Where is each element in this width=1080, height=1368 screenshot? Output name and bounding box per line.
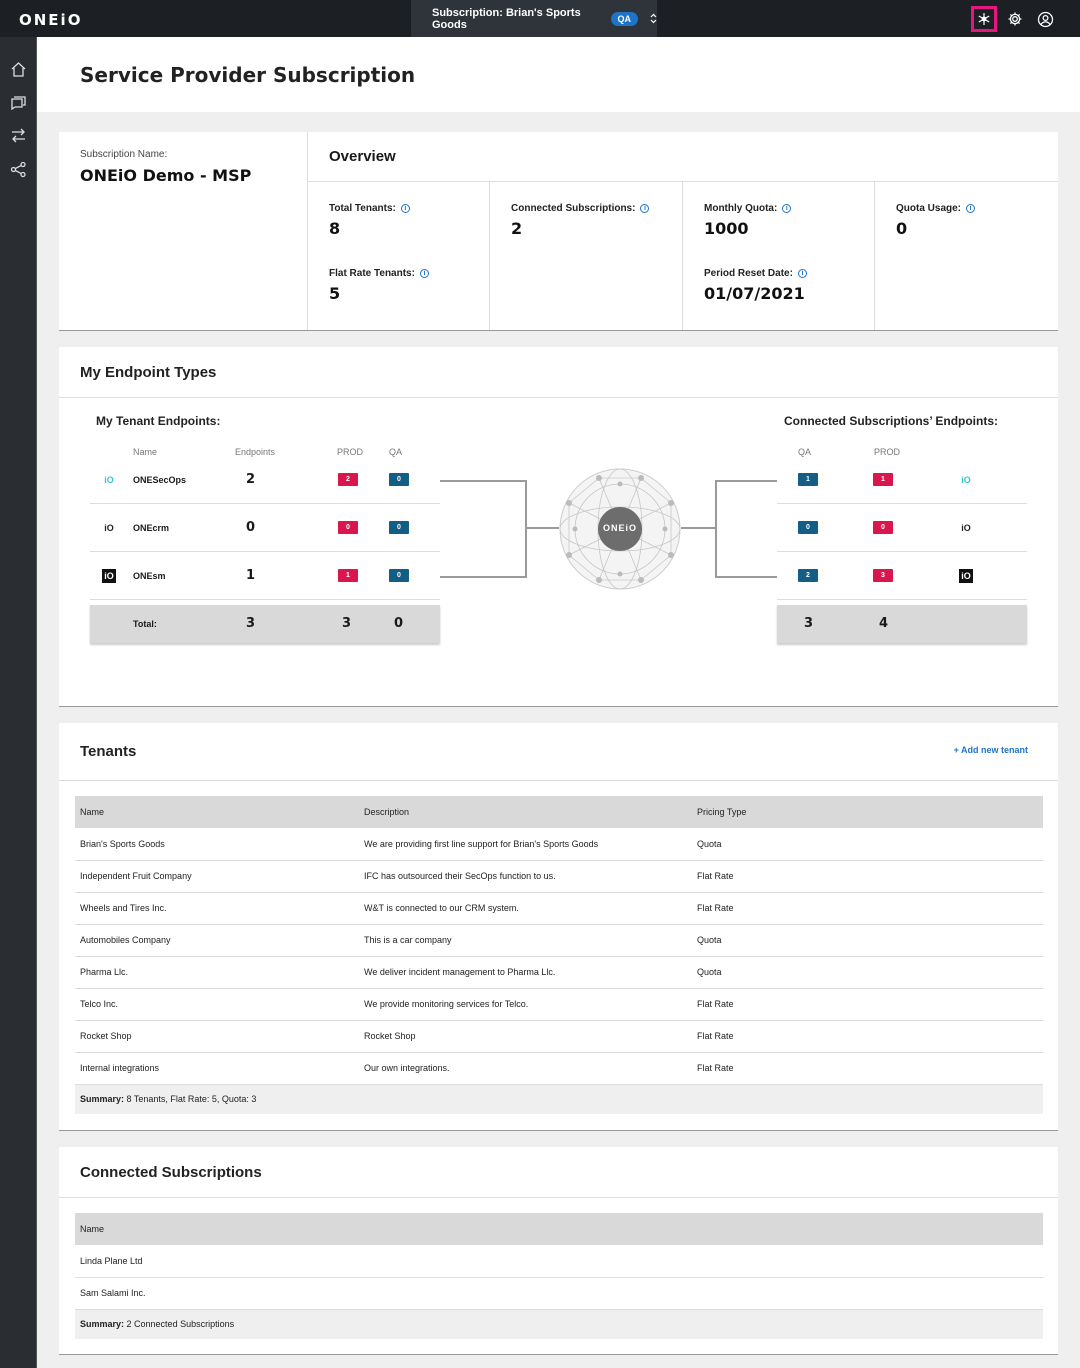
table-row[interactable] — [75, 1277, 1043, 1309]
connector-line — [440, 576, 526, 578]
qa-badge: 0 — [798, 521, 818, 534]
connected-total-qa: 3 — [804, 616, 814, 631]
tenants-stat-col — [308, 182, 490, 330]
tenant-pricing: Quota — [692, 924, 1043, 956]
env-badge: QA — [611, 12, 639, 26]
col-conn-qa: QA — [798, 447, 812, 457]
endpoint-count: 1 — [246, 568, 256, 583]
tenant-description: We provide monitoring services for Telco. — [359, 988, 692, 1020]
connector-line — [681, 527, 715, 529]
tenant-description: Our own integrations. — [359, 1052, 692, 1084]
info-icon[interactable]: i — [966, 204, 975, 213]
onecrm-logo-icon: iO — [961, 523, 971, 533]
col-endpoints: Endpoints — [235, 447, 276, 457]
qa-badge: 0 — [389, 521, 409, 534]
tenant-name[interactable]: Wheels and Tires Inc. — [75, 892, 359, 924]
quota-usage-label: Quota Usage: — [896, 203, 962, 214]
table-row[interactable] — [75, 1020, 1043, 1052]
endpoint-row[interactable] — [90, 552, 440, 600]
share-nodes-icon[interactable] — [10, 161, 27, 178]
tenant-description: We deliver incident management to Pharma Llc. — [359, 956, 692, 988]
qa-badge: 1 — [798, 473, 818, 486]
connected-subscriptions-card — [59, 1147, 1058, 1355]
tenant-name[interactable]: Independent Fruit Company — [75, 860, 359, 892]
tenant-pricing: Flat Rate — [692, 1020, 1043, 1052]
summary-cell — [75, 1084, 1043, 1114]
onesecops-logo-icon: iO — [961, 475, 971, 485]
col-conn-prod: PROD — [874, 447, 901, 457]
prod-badge: 3 — [873, 569, 893, 582]
overview-card — [59, 132, 1058, 331]
total-label: Total: — [133, 619, 157, 629]
tenant-pricing: Flat Rate — [692, 988, 1043, 1020]
prod-badge: 2 — [338, 473, 358, 486]
endpoint-types-heading: My Endpoint Types — [80, 364, 217, 381]
quota-usage-stat-col — [875, 182, 1058, 330]
transfer-icon[interactable] — [10, 127, 27, 144]
oneio-logo[interactable]: ONEiO — [19, 11, 83, 29]
onesm-logo-icon: iO — [102, 569, 116, 583]
connected-endpoints-label: Connected Subscriptions’ Endpoints: — [784, 414, 999, 428]
summary-text: 2 Connected Subscriptions — [126, 1319, 235, 1330]
page-header — [37, 37, 1080, 112]
table-row[interactable] — [75, 956, 1043, 988]
col-pricing-type[interactable]: Pricing Type — [692, 796, 1043, 828]
connector-line — [525, 480, 527, 578]
connected-table — [75, 1213, 1043, 1339]
info-icon[interactable]: i — [401, 204, 410, 213]
sidebar — [0, 37, 37, 1368]
table-row[interactable] — [75, 1245, 1043, 1277]
table-row[interactable] — [75, 828, 1043, 860]
col-name[interactable]: Name — [75, 796, 359, 828]
messages-icon[interactable] — [10, 94, 27, 111]
tenant-name[interactable]: Rocket Shop — [75, 1020, 359, 1052]
table-header-row — [75, 796, 1043, 828]
total-endpoints: 3 — [246, 616, 256, 631]
qa-badge: 0 — [389, 569, 409, 582]
oneio-hub-globe — [559, 468, 681, 590]
home-icon[interactable] — [10, 61, 27, 78]
summary-text: 8 Tenants, Flat Rate: 5, Quota: 3 — [126, 1094, 257, 1105]
col-name[interactable]: Name — [75, 1213, 1043, 1245]
col-qa: QA — [389, 447, 403, 457]
connected-stat-col — [490, 182, 683, 330]
hub-label: ONEiO — [602, 523, 637, 533]
tenant-name[interactable]: Internal integrations — [75, 1052, 359, 1084]
endpoint-name: ONESecOps — [133, 475, 187, 485]
summary-row — [75, 1309, 1043, 1339]
total-qa: 0 — [394, 616, 404, 631]
col-description[interactable]: Description — [359, 796, 692, 828]
prod-badge: 0 — [873, 521, 893, 534]
table-row[interactable] — [75, 1052, 1043, 1084]
quota-stat-col — [683, 182, 875, 330]
total-tenants-value: 8 — [329, 219, 341, 238]
onesm-logo-icon: iO — [959, 569, 973, 583]
table-row[interactable] — [75, 860, 1043, 892]
endpoint-row[interactable] — [90, 456, 440, 504]
tenant-description: This is a car company — [359, 924, 692, 956]
info-icon[interactable]: i — [640, 204, 649, 213]
chevron-updown-icon — [650, 13, 657, 24]
add-new-tenant-link[interactable]: + Add new tenant — [953, 745, 1028, 755]
connected-endpoint-row[interactable] — [777, 552, 1027, 600]
snowflake-icon[interactable] — [971, 6, 997, 32]
overview-heading: Overview — [308, 132, 1058, 182]
connected-subscriptions-value: 2 — [511, 219, 523, 238]
summary-label: Summary: — [80, 1094, 125, 1105]
total-prod: 3 — [342, 616, 352, 631]
connected-total-prod: 4 — [879, 616, 889, 631]
endpoint-types-header — [59, 347, 1058, 398]
subscription-name-panel — [59, 132, 308, 330]
tenant-name[interactable]: Pharma Llc. — [75, 956, 359, 988]
col-prod: PROD — [337, 447, 364, 457]
tenant-name[interactable]: Automobiles Company — [75, 924, 359, 956]
info-icon[interactable]: i — [420, 269, 429, 278]
qa-badge: 0 — [389, 473, 409, 486]
tenant-description: IFC has outsourced their SecOps function to us. — [359, 860, 692, 892]
tenant-pricing: Flat Rate — [692, 860, 1043, 892]
tenant-pricing: Flat Rate — [692, 1052, 1043, 1084]
user-circle-icon[interactable] — [1032, 6, 1058, 32]
onecrm-logo-icon: iO — [104, 523, 114, 533]
my-tenant-endpoints-label: My Tenant Endpoints: — [96, 414, 221, 428]
connector-line — [715, 480, 777, 482]
top-bar — [0, 0, 1080, 37]
connected-name[interactable]: Linda Plane Ltd — [75, 1245, 1043, 1277]
endpoint-name: ONEcrm — [133, 523, 170, 533]
connector-line — [715, 480, 717, 578]
period-reset-value: 01/07/2021 — [704, 284, 805, 303]
onesecops-logo-icon: iO — [104, 475, 114, 485]
gear-icon[interactable] — [1002, 6, 1028, 32]
summary-cell — [75, 1309, 1043, 1339]
tenants-heading: Tenants — [80, 743, 137, 760]
tenant-name[interactable]: Telco Inc. — [75, 988, 359, 1020]
flat-rate-tenants-value: 5 — [329, 284, 341, 303]
connected-name[interactable]: Sam Salami Inc. — [75, 1277, 1043, 1309]
table-header-row — [75, 1213, 1043, 1245]
subscription-name: ONEiO Demo - MSP — [80, 166, 252, 185]
table-row[interactable] — [75, 988, 1043, 1020]
flat-rate-tenants-label: Flat Rate Tenants: — [329, 268, 415, 279]
subscription-selector[interactable] — [411, 0, 657, 37]
endpoint-types-card — [59, 347, 1058, 707]
monthly-quota-value: 1000 — [704, 219, 749, 238]
tenant-total-row — [90, 605, 440, 643]
summary-label: Summary: — [80, 1319, 125, 1330]
connector-line — [526, 527, 559, 529]
tenants-header — [59, 723, 1058, 781]
tenant-name[interactable]: Brian's Sports Goods — [75, 828, 359, 860]
total-tenants-label: Total Tenants: — [329, 203, 396, 214]
tenant-pricing: Quota — [692, 828, 1043, 860]
tenants-card — [59, 723, 1058, 1131]
connector-line — [715, 576, 777, 578]
page-title: Service Provider Subscription — [80, 63, 416, 87]
endpoint-row[interactable] — [90, 504, 440, 552]
tenant-description: We are providing first line support for Brian's Sports Goods — [359, 828, 692, 860]
connected-endpoint-row[interactable] — [777, 504, 1027, 552]
endpoint-count: 2 — [246, 472, 256, 487]
table-row[interactable] — [75, 924, 1043, 956]
prod-badge: 0 — [338, 521, 358, 534]
monthly-quota-label: Monthly Quota: — [704, 203, 778, 214]
connected-heading: Connected Subscriptions — [80, 1164, 262, 1181]
tenants-table-wrap — [75, 796, 1043, 1114]
qa-badge: 2 — [798, 569, 818, 582]
connected-table-wrap — [75, 1213, 1043, 1339]
subscription-name-label: Subscription Name: — [80, 149, 168, 160]
tenant-pricing: Quota — [692, 956, 1043, 988]
quota-usage-value: 0 — [896, 219, 908, 238]
tenant-description: W&T is connected to our CRM system. — [359, 892, 692, 924]
connected-total-row — [777, 605, 1027, 643]
subscription-label: Subscription: Brian's Sports Goods — [432, 6, 581, 31]
connected-endpoint-row[interactable] — [777, 456, 1027, 504]
endpoint-name: ONEsm — [133, 571, 166, 581]
summary-row — [75, 1084, 1043, 1114]
info-icon[interactable]: i — [798, 269, 807, 278]
connected-subscriptions-label: Connected Subscriptions: — [511, 203, 636, 214]
info-icon[interactable]: i — [782, 204, 791, 213]
tenants-table — [75, 796, 1043, 1114]
table-row[interactable] — [75, 892, 1043, 924]
connector-line — [440, 480, 526, 482]
period-reset-label: Period Reset Date: — [704, 268, 793, 279]
tenant-description: Rocket Shop — [359, 1020, 692, 1052]
prod-badge: 1 — [873, 473, 893, 486]
endpoint-count: 0 — [246, 520, 256, 535]
prod-badge: 1 — [338, 569, 358, 582]
connected-header — [59, 1147, 1058, 1198]
col-name: Name — [133, 447, 158, 457]
tenant-pricing: Flat Rate — [692, 892, 1043, 924]
